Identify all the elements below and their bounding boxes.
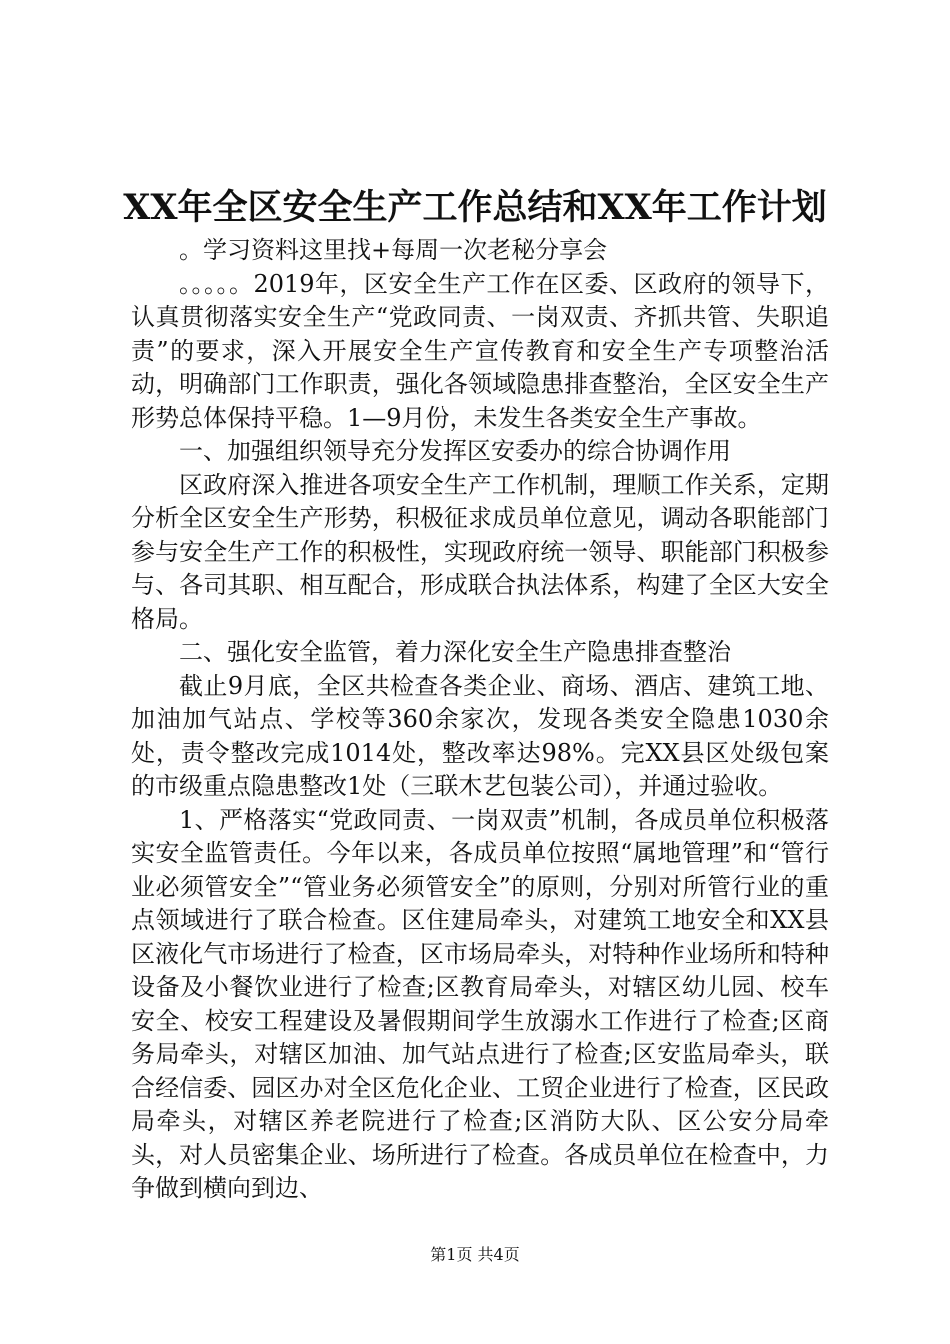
- section-heading-1: 一、加强组织领导充分发挥区安委办的综合协调作用: [179, 437, 731, 465]
- section-heading-2: 二、强化安全监管，着力深化安全生产隐患排查整治: [179, 638, 731, 666]
- page-footer: 第1页 共4页: [430, 1245, 520, 1264]
- document-body: [131, 234, 829, 1206]
- document-title: XX年全区安全生产工作总结和XX年工作计划: [123, 187, 827, 228]
- paragraph-note: 。学习资料这里找+每周一次老秘分享会: [179, 236, 608, 264]
- paragraph-section-1: 区政府深入推进各项安全生产工作机制，理顺工作关系，定期分析全区安全生产形势，积极征求成员单位意见，调动各职能部门参与安全生产工作的积极性，实现政府统一领导、职能部门积极参与、各司其职、相互配合，形成联合执法体系，构建了全区大安全格局。: [131, 470, 829, 633]
- paragraph-item-1: 1、严格落实“党政同责、一岗双责”机制，各成员单位积极落实安全监管责任。今年以来，各成员单位按照“属地管理”和“管行业必须管安全”“管业务必须管安全”的原则，分别对所管行业的重点领域进行了联合检查。区住建局牵头，对建筑工地安全和XX县区液化气市场进行了检查，区市场局牵头，对特种作业场所和特种设备及小餐饮业进行了检查;区教育局牵头，对辖区幼儿园、校车安全、校安工程建设及暑假期间学生放溺水工作进行了检查;区商务局牵头，对辖区加油、加气站点进行了检查;区安监局牵头，联合经信委、园区办对全区危化企业、工贸企业进行了检查，区民政局牵头，对辖区养老院进行了检查;区消防大队、区公安分局牵头，对人员密集企业、场所进行了检查。各成员单位在检查中，力争做到横向到边、: [131, 805, 829, 1202]
- paragraph-section-2: 截止9月底，全区共检查各类企业、商场、酒店、建筑工地、加油加气站点、学校等360余家次，发现各类安全隐患1030余处，责令整改完成1014处，整改率达98%。完XX县区处级包案的市级重点隐患整改1处（三联木艺包装公司），并通过验收。: [131, 671, 829, 800]
- paragraph-intro: 。。。。。2019年，区安全生产工作在区委、区政府的领导下，认真贯彻落实安全生产“党政同责、一岗双责、齐抓共管、失职追责”的要求，深入开展安全生产宣传教育和安全生产专项整治活动，明确部门工作职责，强化各领域隐患排查整治，全区安全生产形势总体保持平稳。1—9月份，未发生各类安全生产事故。: [131, 269, 829, 432]
